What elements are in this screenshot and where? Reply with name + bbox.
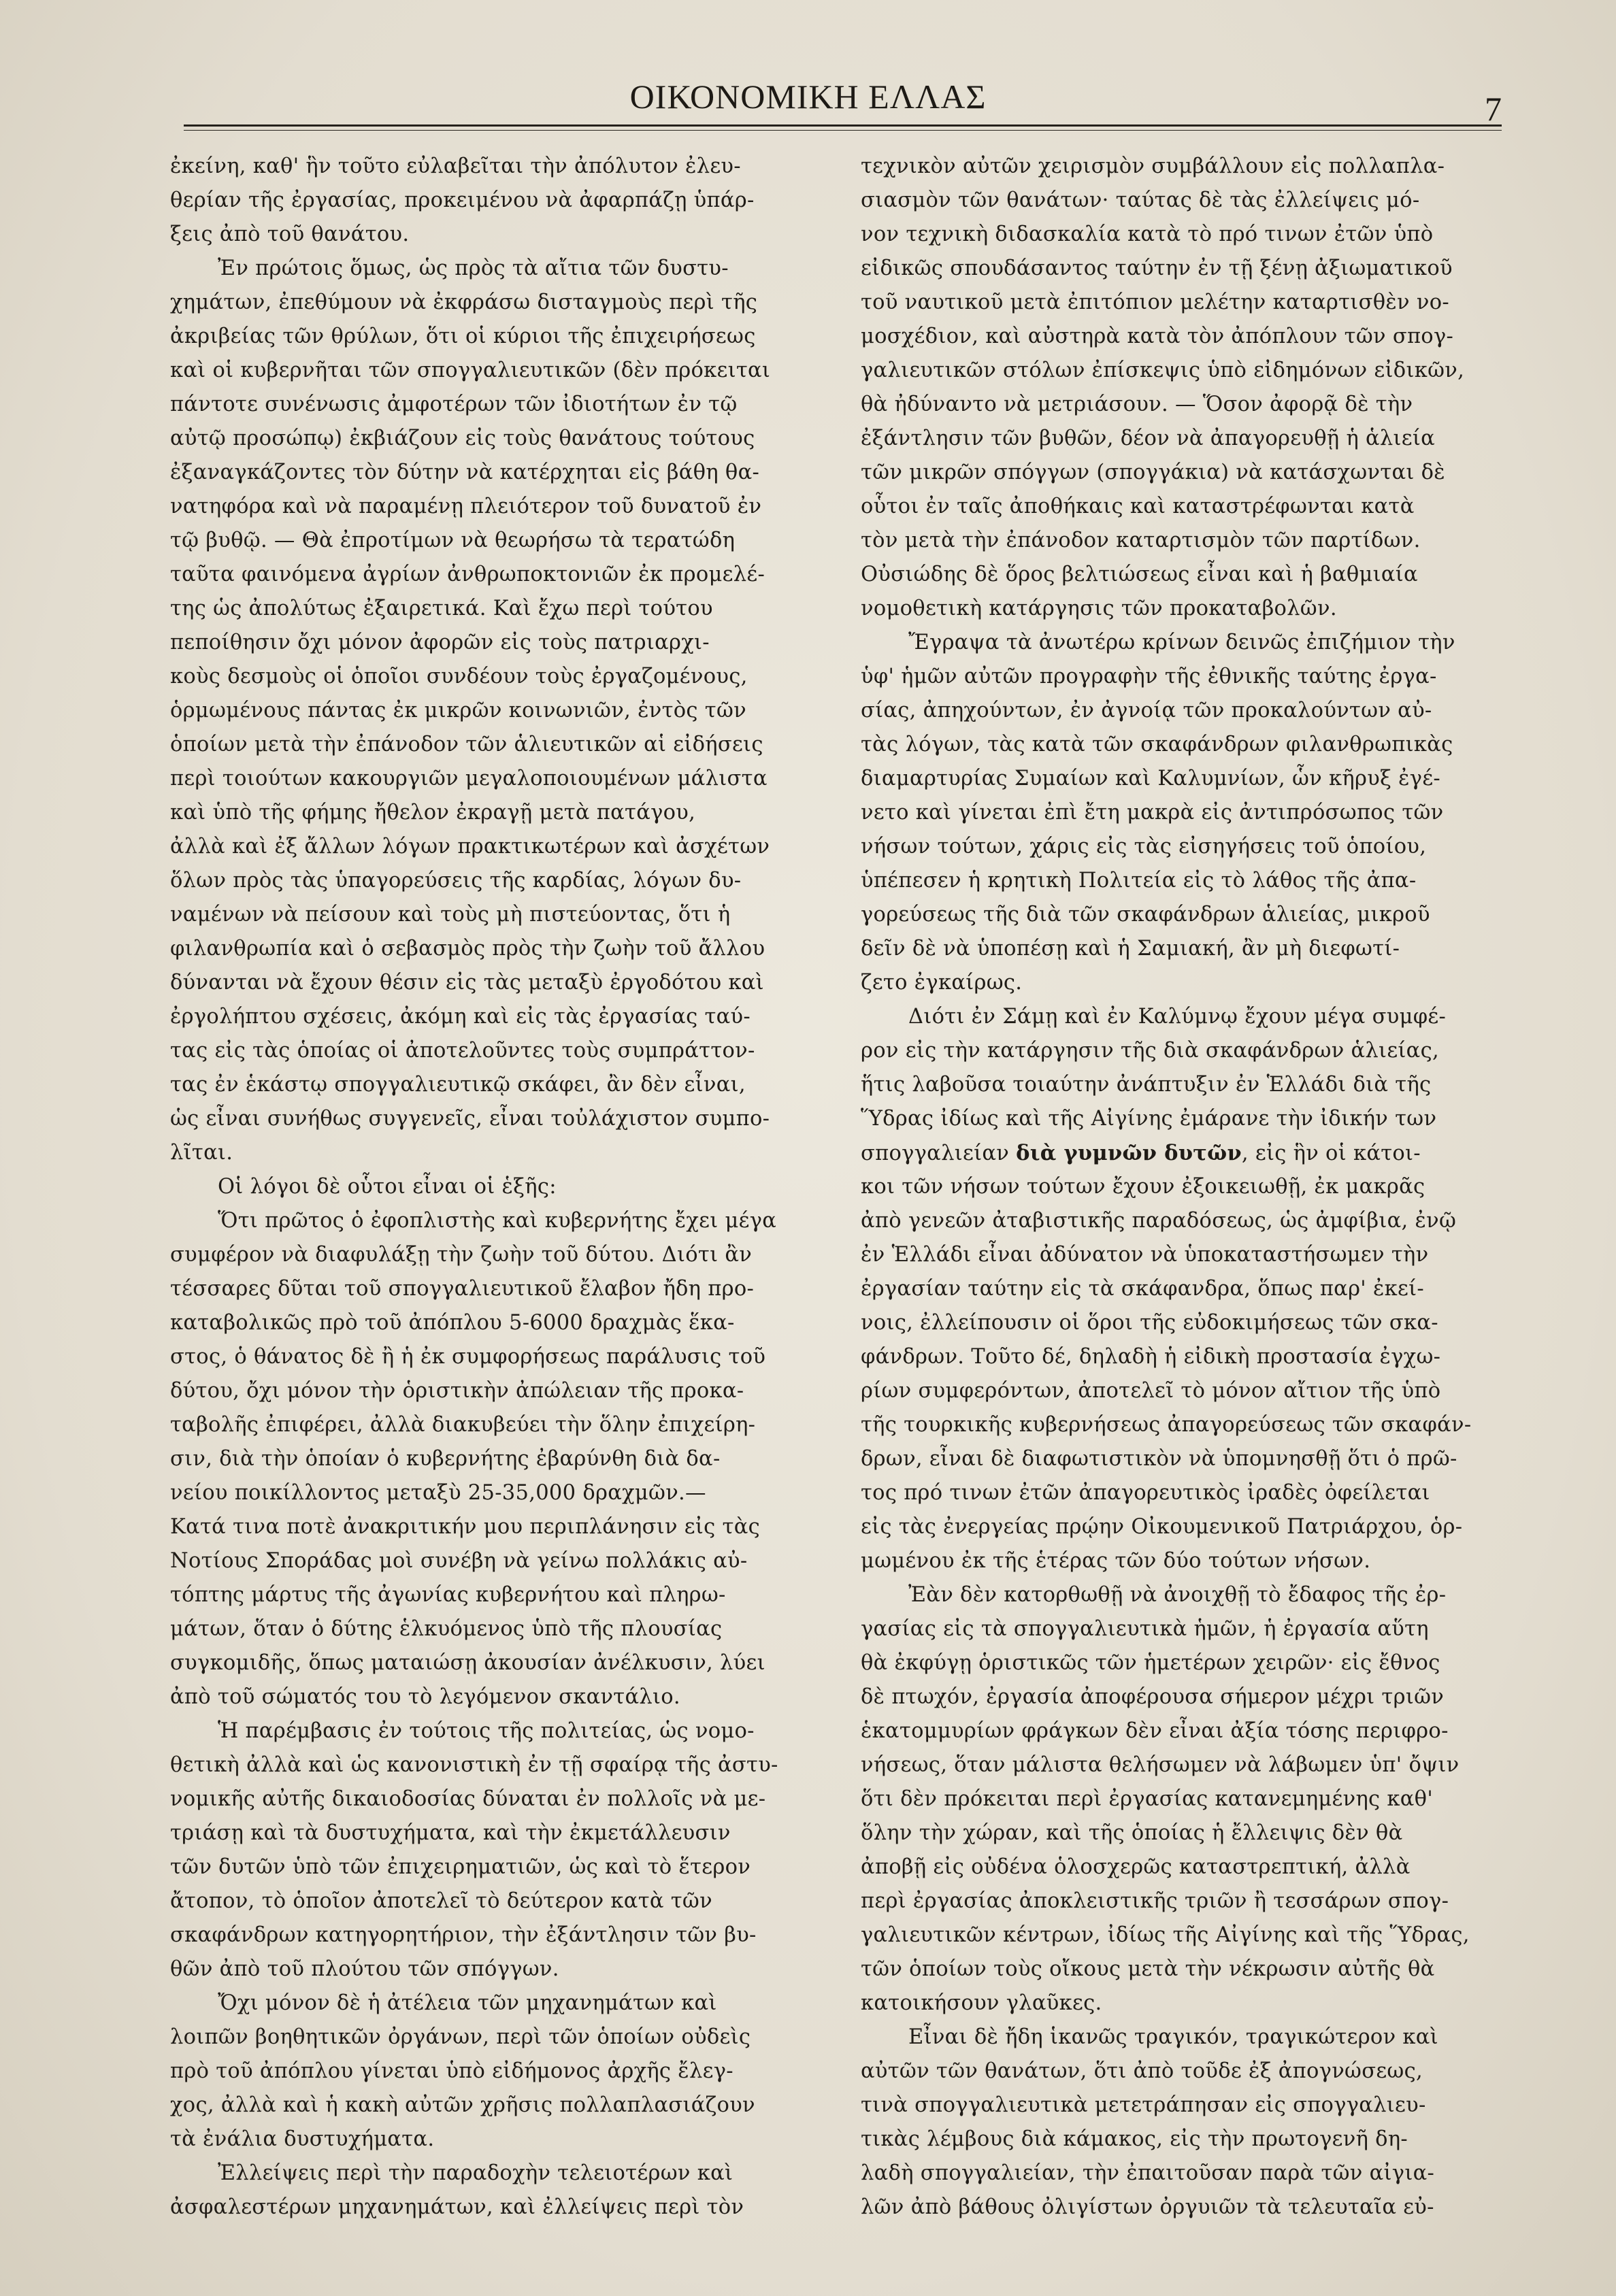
text-line (861, 1986, 1541, 2020)
text-line (170, 1918, 851, 1952)
text-line (861, 1748, 1541, 1782)
line-text: ὅλων πρὸς τὰς ὑπαγορεύσεις τῆς καρδίας, λόγων δυ- (170, 869, 742, 893)
text-line (861, 558, 1541, 592)
text-line (861, 1680, 1541, 1714)
line-text: της ὡς ἀπολύτως ἐξαιρετικά. Καὶ ἔχω περὶ τούτου (170, 597, 713, 620)
text-line (170, 864, 851, 898)
line-text: Οἱ λόγοι δὲ οὗτοι εἶναι οἱ ἑξῆς: (218, 1175, 557, 1199)
line-text: δρων, εἶναι δὲ διαφωτιστικὸν νὰ ὑπομνησθῇ ὅτι ὁ πρῶ- (861, 1447, 1457, 1471)
text-line (861, 388, 1541, 422)
text-line (170, 1136, 851, 1170)
line-text-tail: , εἰς ἣν οἱ κάτοι- (1241, 1142, 1421, 1165)
text-line (861, 524, 1541, 558)
line-text: ἀποβῇ εἰς οὐδένα ὁλοσχερῶς καταστρεπτική, ἀλλὰ (861, 1855, 1411, 1879)
text-line (861, 1340, 1541, 1374)
text-line (170, 1986, 851, 2020)
line-text: ὁρμωμένους πάντας ἐκ μικρῶν κοινωνιῶν, ἐντὸς τῶν (170, 699, 746, 722)
line-text: κοι τῶν νήσων τούτων ἔχουν ἐξοικειωθῇ, ἐκ μακρᾶς (861, 1175, 1425, 1199)
line-text: νετο καὶ γίνεται ἐπὶ ἔτη μακρὰ εἰς ἀντιπρόσωπος τῶν (861, 801, 1444, 825)
line-text: ἀπὸ τοῦ σώματός του τὸ λεγόμενον σκαντάλιο. (170, 1685, 680, 1709)
line-text: τικὰς λέμβους διὰ κάμακος, εἰς τὴν πρωτογενῆ δη- (861, 2127, 1408, 2151)
line-text: τῶν μικρῶν σπόγγων (σπογγάκια) νὰ κατάσχωνται δὲ (861, 461, 1445, 484)
text-line (861, 1442, 1541, 1476)
line-text: αὐτῶν τῶν θανάτων, ὅτι ἀπὸ τοῦδε ἐξ ἀπογνώσεως, (861, 2059, 1423, 2083)
text-line (170, 1884, 851, 1918)
text-line (861, 694, 1541, 728)
line-text: χος, ἀλλὰ καὶ ἡ κακὴ αὐτῶν χρῆσις πολλαπλασιάζουν (170, 2093, 755, 2117)
text-line (170, 1782, 851, 1816)
text-line (861, 2123, 1541, 2157)
line-text: ὑφ' ἡμῶν αὐτῶν προγραφὴν τῆς ἐθνικῆς ταύτης ἐργα- (861, 665, 1437, 688)
line-text: ἐξαναγκάζοντες τὸν δύτην νὰ κατέρχηται εἰς βάθη θα- (170, 461, 760, 484)
text-line (861, 456, 1541, 490)
line-text: σίας, ἀπηχούντων, ἐν ἀγνοίᾳ τῶν προκαλούντων αὐ- (861, 699, 1432, 722)
text-line (170, 1816, 851, 1850)
text-line (861, 1884, 1541, 1918)
text-line (861, 932, 1541, 966)
line-text: χημάτων, ἐπεθύμουν νὰ ἐκφράσω δισταγμοὺς περὶ τῆς (170, 290, 758, 314)
text-line (861, 218, 1541, 252)
text-line (861, 320, 1541, 354)
text-line (170, 388, 851, 422)
line-text: ἀλλὰ καὶ ἐξ ἄλλων λόγων πρακτικωτέρων καὶ ἀσχέτων (170, 835, 770, 859)
line-text: νήσων τούτων, χάρις εἰς τὰς εἰσηγήσεις τοῦ ὁποίου, (861, 835, 1427, 859)
line-text: φάνδρων. Τοῦτο δέ, δηλαδὴ ἡ εἰδικὴ προστασία ἐγχω- (861, 1345, 1441, 1369)
text-line (861, 1782, 1541, 1816)
line-text: ἐξάντλησιν τῶν βυθῶν, δέον νὰ ἀπαγορευθῇ ἡ ἁλιεία (861, 427, 1436, 450)
line-text: τος πρό τινων ἐτῶν ἀπαγορευτικὸς ἰραδὲς ὀφείλεται (861, 1481, 1430, 1505)
text-line (861, 1374, 1541, 1408)
text-line (170, 1340, 851, 1374)
line-text: Ἐν πρώτοις ὅμως, ὡς πρὸς τὰ αἴτια τῶν δυστυ- (218, 256, 729, 280)
text-line (861, 898, 1541, 932)
text-line (861, 1034, 1541, 1068)
text-line (170, 2123, 851, 2157)
line-text: Ἔγραψα τὰ ἀνωτέρω κρίνων δεινῶς ἐπιζήμιον τὴν (908, 631, 1455, 654)
line-text: θερίαν τῆς ἐργασίας, προκειμένου νὰ ἀφαρπάζῃ ὑπάρ- (170, 188, 755, 212)
line-text: οὗτοι ἐν ταῖς ἀποθήκαις καὶ καταστρέφωνται κατὰ (861, 495, 1415, 518)
line-text: νομικῆς αὐτῆς δικαιοδοσίας δύναται ἐν πολλοῖς νὰ με- (170, 1787, 766, 1811)
line-text: θῶν ἀπὸ τοῦ πλούτου τῶν σπόγγων. (170, 1957, 559, 1981)
line-text: γαλιευτικῶν στόλων ἐπίσκεψις ὑπὸ εἰδημόνων εἰδικῶν, (861, 359, 1465, 382)
text-line (861, 2089, 1541, 2123)
text-line (170, 728, 851, 762)
text-line (170, 252, 851, 286)
line-text: Οὐσιώδης δὲ ὅρος βελτιώσεως εἶναι καὶ ἡ βαθμιαία (861, 563, 1418, 586)
text-line (170, 1714, 851, 1748)
line-text: νον τεχνικὴ διδασκαλία κατὰ τὸ πρό τινων ἐτῶν ὑπὸ (861, 222, 1434, 246)
text-line (170, 1272, 851, 1306)
text-line (861, 1000, 1541, 1034)
text-line (170, 1442, 851, 1476)
line-text: νομοθετικὴ κατάργησις τῶν προκαταβολῶν. (861, 597, 1337, 620)
text-line (170, 218, 851, 252)
text-line (861, 150, 1541, 184)
text-line (861, 728, 1541, 762)
line-text: δὲ πτωχόν, ἐργασία ἀποφέρουσα σήμερον μέχρι τριῶν (861, 1685, 1445, 1709)
text-line (861, 1816, 1541, 1850)
line-text: περὶ ἐργασίας ἀποκλειστικῆς τριῶν ἢ τεσσάρων σπογ- (861, 1889, 1449, 1913)
text-line (170, 2089, 851, 2123)
text-line (861, 1408, 1541, 1442)
line-text: γασίας εἰς τὰ σπογγαλιευτικὰ ἡμῶν, ἡ ἐργασία αὕτη (861, 1617, 1429, 1641)
text-line (170, 1204, 851, 1238)
text-line (861, 864, 1541, 898)
text-line (861, 1578, 1541, 1612)
line-text: λοιπῶν βοηθητικῶν ὀργάνων, περὶ τῶν ὁποίων οὐδεὶς (170, 2025, 751, 2049)
line-text: τέσσαρες δῦται τοῦ σπογγαλιευτικοῦ ἔλαβον ἤδη προ- (170, 1277, 755, 1301)
text-line (861, 592, 1541, 626)
text-line (170, 1850, 851, 1884)
header-rule-thick (184, 124, 1502, 127)
line-text: τῷ βυθῷ. — Θὰ ἐπροτίμων νὰ θεωρήσω τὰ τερατώδη (170, 529, 736, 552)
text-line (861, 1102, 1541, 1136)
page-number: 7 (1485, 90, 1502, 128)
line-text: ναμένων νὰ πείσουν καὶ τοὺς μὴ πιστεύοντας, ὅτι ἡ (170, 903, 731, 927)
text-line (170, 1374, 851, 1408)
line-text: Ὕδρας ἰδίως καὶ τῆς Αἰγίνης ἐμάρανε τὴν ἰδικήν των (861, 1107, 1437, 1131)
text-line (861, 1714, 1541, 1748)
line-text: πάντοτε συνένωσις ἀμφοτέρων τῶν ἰδιοτήτων ἐν τῷ (170, 393, 738, 416)
text-line (861, 252, 1541, 286)
text-line (170, 1102, 851, 1136)
line-text: τῆς τουρκικῆς κυβερνήσεως ἀπαγορεύσεως τῶν σκαφάν- (861, 1413, 1472, 1437)
line-text: τινὰ σπογγαλιευτικὰ μετετράπησαν εἰς σπογγαλιευ- (861, 2093, 1426, 2117)
text-line (861, 1068, 1541, 1102)
text-line (170, 1170, 851, 1204)
text-line (170, 1000, 851, 1034)
line-text: συμφέρον νὰ διαφυλάξῃ τὴν ζωὴν τοῦ δύτου. Διότι ἂν (170, 1243, 753, 1267)
text-line (170, 1680, 851, 1714)
text-line (170, 1612, 851, 1646)
text-line (170, 490, 851, 524)
line-text: θὰ ἠδύναντο νὰ μετριάσουν. — Ὅσον ἀφορᾷ δὲ τὴν (861, 393, 1413, 416)
text-line (170, 796, 851, 830)
line-text: θὰ ἐκφύγῃ ὁριστικῶς τῶν ἡμετέρων χειρῶν· εἰς ἔθνος (861, 1651, 1440, 1675)
line-text: ὁποίων μετὰ τὴν ἐπάνοδον τῶν ἁλιευτικῶν αἱ εἰδήσεις (170, 733, 763, 756)
line-text: σπογγαλιείαν (861, 1142, 1017, 1165)
text-line (170, 1510, 851, 1544)
line-text: τας εἰς τὰς ὁποίας οἱ ἀποτελοῦντες τοὺς συμπράττον- (170, 1039, 755, 1063)
line-text: φιλανθρωπία καὶ ὁ σεβασμὸς πρὸς τὴν ζωὴν τοῦ ἄλλου (170, 937, 765, 961)
line-text: Κατά τινα ποτὲ ἀνακριτικήν μου περιπλάνησιν εἰς τὰς (170, 1515, 760, 1539)
text-line (861, 1476, 1541, 1510)
line-text: Ὄχι μόνον δὲ ἡ ἀτέλεια τῶν μηχανημάτων καὶ (218, 1991, 717, 2015)
line-text: ἐν Ἑλλάδι εἶναι ἀδύνατον νὰ ὑποκαταστήσωμεν τὴν (861, 1243, 1429, 1267)
line-text: τεχνικὸν αὐτῶν χειρισμὸν συμβάλλουν εἰς πολλαπλα- (861, 154, 1445, 178)
line-text: νήσεως, ὅταν μάλιστα θελήσωμεν νὰ λάβωμεν ὑπ' ὄψιν (861, 1753, 1460, 1777)
text-line (170, 2191, 851, 2225)
line-text: Νοτίους Σποράδας μοὶ συνέβη νὰ γείνω πολλάκις αὐ- (170, 1549, 748, 1573)
text-line (170, 524, 851, 558)
line-text: τῶν δυτῶν ὑπὸ τῶν ἐπιχειρηματιῶν, ὡς καὶ τὸ ἕτερον (170, 1855, 751, 1879)
line-text: εἰδικῶς σπουδάσαντος ταύτην ἐν τῇ ξένῃ ἀξιωματικοῦ (861, 256, 1453, 280)
line-text: σκαφάνδρων κατηγορητήριον, τὴν ἐξάντλησιν τῶν βυ- (170, 1923, 757, 1947)
line-text: νείου ποικίλλοντος μεταξὺ 25-35,000 δραχμῶν.— (170, 1481, 706, 1505)
text-line (170, 1748, 851, 1782)
text-line (170, 2157, 851, 2191)
line-text: Διότι ἐν Σάμῃ καὶ ἐν Καλύμνῳ ἔχουν μέγα συμφέ- (908, 1005, 1447, 1029)
line-text: σιν, διὰ τὴν ὁποίαν ὁ κυβερνήτης ἐβαρύνθη διὰ δα- (170, 1447, 721, 1471)
text-line (170, 1068, 851, 1102)
text-line (861, 1850, 1541, 1884)
left-text-column (170, 150, 851, 2225)
line-text: Ἡ παρέμβασις ἐν τούτοις τῆς πολιτείας, ὡς νομο- (218, 1719, 755, 1743)
line-text: ὑπέπεσεν ἡ κρητικὴ Πολιτεία εἰς τὸ λάθος τῆς ἀπα- (861, 869, 1417, 893)
line-text: συγκομιδῆς, ὅπως ματαιώσῃ ἀκουσίαν ἀνέλκυσιν, λύει (170, 1651, 765, 1675)
line-text: τῶν ὁποίων τοὺς οἴκους μετὰ τὴν νέκρωσιν αὐτῆς θὰ (861, 1957, 1435, 1981)
line-text: κοὺς δεσμοὺς οἱ ὁποῖοι συνδέουν τοὺς ἐργαζομένους, (170, 665, 748, 688)
line-text: ἐργολήπτου σχέσεις, ἀκόμη καὶ εἰς τὰς ἐργασίας ταύ- (170, 1005, 751, 1029)
text-line (861, 1952, 1541, 1986)
text-line (861, 2157, 1541, 2191)
journal-title: ΟΙΚΟΝΟΜΙΚΗ ΕΛΛΑΣ (629, 78, 987, 116)
text-line (861, 2191, 1541, 2225)
line-text: δύνανται νὰ ἔχουν θέσιν εἰς τὰς μεταξὺ ἐργοδότου καὶ (170, 971, 764, 995)
text-line (170, 626, 851, 660)
text-line (170, 592, 851, 626)
line-text: ξεις ἀπὸ τοῦ θανάτου. (170, 222, 410, 246)
text-line (170, 1408, 851, 1442)
line-text: τοῦ ναυτικοῦ μετὰ ἐπιτόπιον μελέτην καταρτισθὲν νο- (861, 290, 1449, 314)
line-text: τόπτης μάρτυς τῆς ἀγωνίας κυβερνήτου καὶ πληρω- (170, 1583, 726, 1607)
line-text: ἄτοπον, τὸ ὁποῖον ἀποτελεῖ τὸ δεύτερον κατὰ τῶν (170, 1889, 712, 1913)
text-line (861, 1918, 1541, 1952)
text-line (170, 422, 851, 456)
line-text: ζετο ἐγκαίρως. (861, 971, 1023, 995)
page-header (0, 65, 1616, 126)
line-text: Ἐὰν δὲν κατορθωθῇ νὰ ἀνοιχθῇ τὸ ἔδαφος τῆς ἐρ- (908, 1583, 1447, 1607)
line-text: γαλιευτικῶν κέντρων, ἰδίως τῆς Αἰγίνης καὶ τῆς Ὕδρας, (861, 1923, 1470, 1947)
line-text: ὅλην τὴν χώραν, καὶ τῆς ὁποίας ἡ ἔλλειψις δὲν θὰ (861, 1821, 1403, 1845)
line-text: ἥτις λαβοῦσα τοιαύτην ἀνάπτυξιν ἐν Ἑλλάδι διὰ τῆς (861, 1073, 1432, 1097)
line-text: ἀσφαλεστέρων μηχανημάτων, καὶ ἐλλείψεις περὶ τὸν (170, 2195, 744, 2219)
line-text: αὐτῷ προσώπῳ) ἐκβιάζουν εἰς τοὺς θανάτους τούτους (170, 427, 755, 450)
line-text: τριάσῃ καὶ τὰ δυστυχήματα, καὶ τὴν ἐκμετάλλευσιν (170, 1821, 731, 1845)
text-line (861, 354, 1541, 388)
line-text: ἐκείνη, καθ' ἣν τοῦτο εὐλαβεῖται τὴν ἀπόλυτον ἐλευ- (170, 154, 741, 178)
text-line (170, 932, 851, 966)
line-text: διαμαρτυρίας Συμαίων καὶ Καλυμνίων, ὧν κῆρυξ ἐγέ- (861, 767, 1441, 791)
line-text: μωμένου ἐκ τῆς ἑτέρας τῶν δύο τούτων νήσων. (861, 1549, 1371, 1573)
line-text: ρίων συμφερόντων, ἀποτελεῖ τὸ μόνον αἴτιον τῆς ὑπὸ (861, 1379, 1441, 1403)
line-text: ταῦτα φαινόμενα ἀγρίων ἀνθρωποκτονιῶν ἐκ προμελέ- (170, 563, 765, 586)
line-text: ρον εἰς τὴν κατάργησιν τῆς διὰ σκαφάνδρων ἁλιείας, (861, 1039, 1439, 1063)
line-text: καταβολικῶς πρὸ τοῦ ἀπόπλου 5-6000 δραχμὰς ἕκα- (170, 1311, 735, 1335)
text-line (861, 2020, 1541, 2054)
line-text: ἀκριβείας τῶν θρύλων, ὅτι οἱ κύριοι τῆς ἐπιχειρήσεως (170, 325, 756, 348)
line-text: περὶ τοιούτων κακουργιῶν μεγαλοποιουμένων μάλιστα (170, 767, 768, 791)
text-line (170, 1306, 851, 1340)
bold-phrase: διὰ γυμνῶν δυτῶν (1016, 1141, 1242, 1165)
text-line (170, 1238, 851, 1272)
text-line (170, 694, 851, 728)
text-line (170, 150, 851, 184)
text-line (170, 1646, 851, 1680)
text-line (861, 286, 1541, 320)
line-text: δύτου, ὄχι μόνον τὴν ὁριστικὴν ἀπώλειαν τῆς προκα- (170, 1379, 744, 1403)
text-line (170, 1952, 851, 1986)
line-text: τὸν μετὰ τὴν ἐπάνοδον καταρτισμὸν τῶν παρτίδων. (861, 529, 1421, 552)
text-line (861, 1272, 1541, 1306)
line-text: εἰς τὰς ἐνεργείας πρῴην Οἰκουμενικοῦ Πατριάρχου, ὁρ- (861, 1515, 1463, 1539)
text-line (170, 1034, 851, 1068)
line-text: νατηφόρα καὶ νὰ παραμένῃ πλειότερον τοῦ δυνατοῦ ἐν (170, 495, 762, 518)
text-line (861, 1646, 1541, 1680)
text-line (170, 1578, 851, 1612)
right-text-column (861, 150, 1541, 2225)
line-text: θετικὴ ἀλλὰ καὶ ὡς κανονιστικὴ ἐν τῇ σφαίρᾳ τῆς ἀστυ- (170, 1753, 778, 1777)
text-line (170, 2020, 851, 2054)
line-text: λῶν ἀπὸ βάθους ὀλιγίστων ὀργυιῶν τὰ τελευταῖα εὐ- (861, 2195, 1434, 2219)
text-line (861, 1170, 1541, 1204)
line-text: λῖται. (170, 1141, 233, 1165)
line-text: λαδὴ σπογγαλιείαν, τὴν ἐπαιτοῦσαν παρὰ τῶν αἰγια- (861, 2161, 1435, 2185)
line-text: ἀπὸ γενεῶν ἀταβιστικῆς παραδόσεως, ὡς ἀμφίβια, ἐνῷ (861, 1209, 1457, 1233)
text-line (861, 1136, 1541, 1170)
text-line (861, 796, 1541, 830)
text-line (170, 1476, 851, 1510)
text-line (861, 1306, 1541, 1340)
line-text: μάτων, ὅταν ὁ δύτης ἑλκυόμενος ὑπὸ τῆς πλουσίας (170, 1617, 723, 1641)
text-line (861, 1238, 1541, 1272)
text-line (170, 558, 851, 592)
text-line (170, 966, 851, 1000)
text-line (170, 2054, 851, 2089)
header-rule-thin (184, 130, 1502, 131)
text-line (861, 184, 1541, 218)
text-line (170, 184, 851, 218)
text-line (170, 320, 851, 354)
line-text: Ὅτι πρῶτος ὁ ἐφοπλιστὴς καὶ κυβερνήτης ἔχει μέγα (218, 1209, 777, 1233)
text-line (861, 1612, 1541, 1646)
line-text: ὡς εἶναι συνήθως συγγενεῖς, εἶναι τοὐλάχιστον συμπο- (170, 1107, 770, 1131)
text-line (170, 762, 851, 796)
text-line (861, 422, 1541, 456)
line-text: Ἐλλείψεις περὶ τὴν παραδοχὴν τελειοτέρων καὶ (218, 2161, 733, 2185)
text-line (861, 626, 1541, 660)
text-line (861, 830, 1541, 864)
text-line (170, 660, 851, 694)
text-line (861, 966, 1541, 1000)
line-text: τὰ ἐνάλια δυστυχήματα. (170, 2127, 435, 2151)
line-text: σιασμὸν τῶν θανάτων· ταύτας δὲ τὰς ἐλλείψεις μό- (861, 188, 1420, 212)
line-text: ἑκατομμυρίων φράγκων δὲν εἶναι ἀξία τόσης περιφρο- (861, 1719, 1449, 1743)
line-text: δεῖν δὲ νὰ ὑποπέσῃ καὶ ἡ Σαμιακή, ἂν μὴ διεφωτί- (861, 937, 1400, 961)
line-text: καὶ οἱ κυβερνῆται τῶν σπογγαλιευτικῶν (δὲν πρόκειται (170, 359, 771, 382)
line-text: Εἶναι δὲ ἤδη ἱκανῶς τραγικόν, τραγικώτερον καὶ (908, 2025, 1438, 2049)
text-line (861, 1204, 1541, 1238)
line-text: γορεύσεως τῆς διὰ τῶν σκαφάνδρων ἁλιείας, μικροῦ (861, 903, 1430, 927)
line-text: ὅτι δὲν πρόκειται περὶ ἐργασίας κατανεμημένης καθ' (861, 1787, 1434, 1811)
text-line (170, 286, 851, 320)
line-text: καὶ ὑπὸ τῆς φήμης ἤθελον ἐκραγῇ μετὰ πατάγου, (170, 801, 696, 825)
text-line (861, 1510, 1541, 1544)
text-line (170, 354, 851, 388)
line-text: τας ἐν ἑκάστῳ σπογγαλιευτικῷ σκάφει, ἂν δὲν εἶναι, (170, 1073, 746, 1097)
line-text: μοσχέδιον, καὶ αὐστηρὰ κατὰ τὸν ἀπόπλουν τῶν σπογ- (861, 325, 1454, 348)
text-line (861, 762, 1541, 796)
line-text: στος, ὁ θάνατος δὲ ἢ ἡ ἐκ συμφορήσεως παράλυσις τοῦ (170, 1345, 766, 1369)
text-line (170, 1544, 851, 1578)
line-text: ταβολῆς ἐπιφέρει, ἀλλὰ διακυβεύει τὴν ὅλην ἐπιχείρη- (170, 1413, 756, 1437)
line-text: νοις, ἐλλείπουσιν οἱ ὅροι τῆς εὐδοκιμήσεως τῶν σκα- (861, 1311, 1438, 1335)
text-line (861, 660, 1541, 694)
line-text: πρὸ τοῦ ἀπόπλου γίνεται ὑπὸ εἰδήμονος ἀρχῆς ἔλεγ- (170, 2059, 733, 2083)
text-line (170, 898, 851, 932)
line-text: ἐργασίαν ταύτην εἰς τὰ σκάφανδρα, ὅπως παρ' ἐκεί- (861, 1277, 1424, 1301)
text-line (861, 1544, 1541, 1578)
text-line (861, 490, 1541, 524)
line-text: κατοικήσουν γλαῦκες. (861, 1991, 1102, 2015)
text-line (170, 830, 851, 864)
line-text: τὰς λόγων, τὰς κατὰ τῶν σκαφάνδρων φιλανθρωπικὰς (861, 733, 1453, 756)
text-line (861, 2054, 1541, 2089)
text-line (170, 456, 851, 490)
line-text: πεποίθησιν ὄχι μόνον ἀφορῶν εἰς τοὺς πατριαρχι- (170, 631, 710, 654)
